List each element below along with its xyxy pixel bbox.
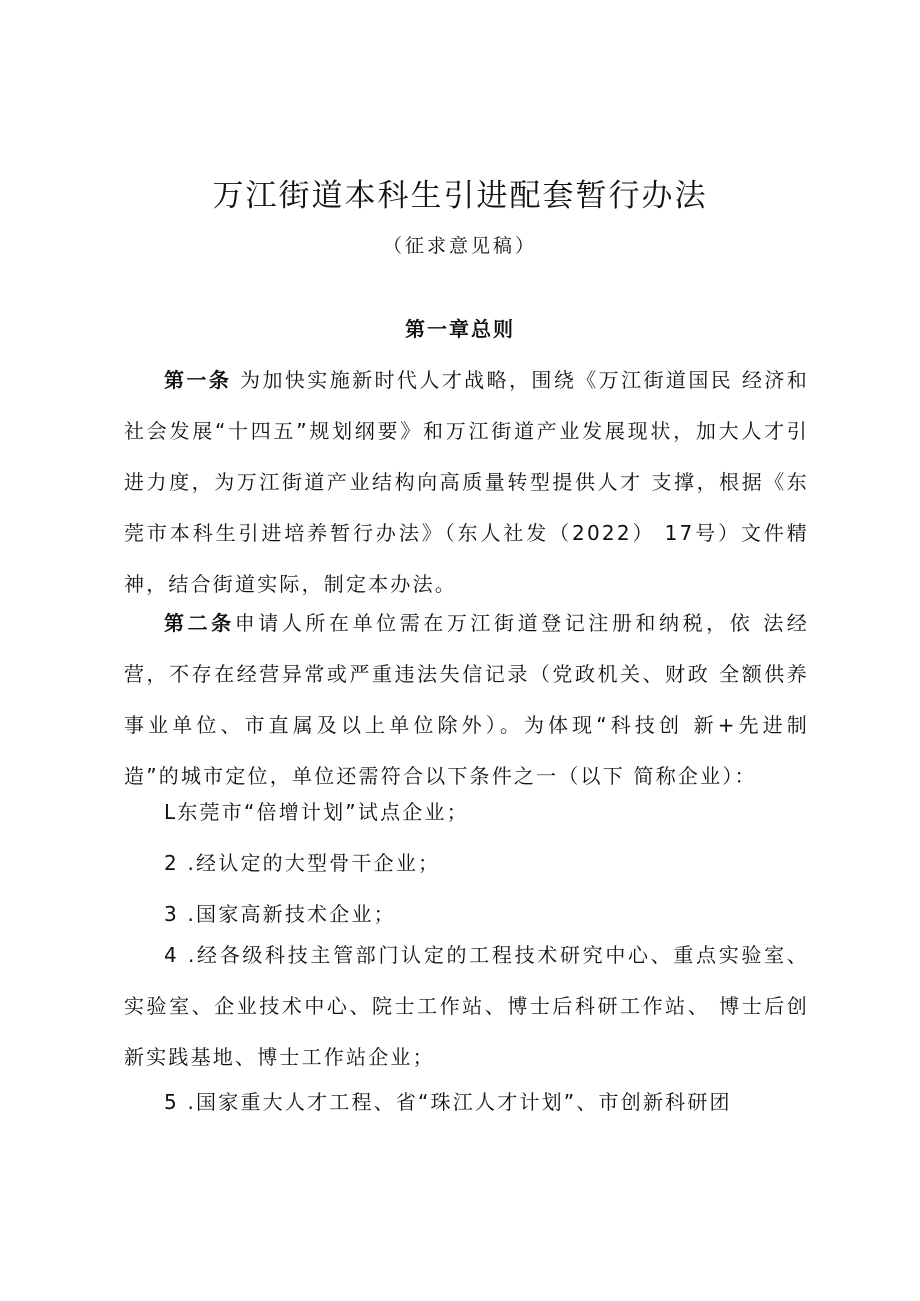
document-title: 万江街道本科生引进配套暂行办法: [212, 178, 708, 214]
article-1-label: 第一条: [164, 368, 232, 392]
condition-item-1: L东莞市“倍增计划”试点企业；: [164, 800, 469, 824]
document-subtitle: （征求意见稿）: [382, 235, 537, 257]
condition-item-2: 2 .经认定的大型骨干企业；: [164, 851, 441, 875]
article-1-text: 为加快实施新时代人才战略，围绕《万江街道国民 经济和社会发展“十四五”规划纲要》和万江街道产业发展现状，加大人才引进力度，为万江街道产业结构向高质量转型提供人才 支撑，根据《东莞市本科生引进培养暂行办法》（东人社发（2022） 17号）文件精神，结合街道实际，制定本办法。: [124, 368, 809, 596]
chapter-heading: 第一章总则: [405, 317, 515, 341]
article-1-paragraph: [124, 355, 809, 610]
condition-item-4: 4 .经各级科技主管部门认定的工程技术研究中心、重点实验室、实验室、企业技术中心、院士工作站、博士后科研工作站、 博士后创新实践基地、博士工作站企业；: [124, 943, 809, 1069]
article-2-label: 第二条: [164, 611, 235, 635]
article-2-text: 申请人所在单位需在万江街道登记注册和纳税，依 法经营，不存在经营异常或严重违法失信记录（党政机关、财政 全额供养事业单位、市直属及以上单位除外）。为体现“科技创 新+先进制造”的城市定位，单位还需符合以下条件之一（以下 简称企业）：: [124, 611, 809, 788]
condition-item-3: 3 .国家高新技术企业；: [164, 902, 396, 926]
article-2-paragraph: [124, 598, 809, 802]
condition-item-5: 5 .国家重大人才工程、省“珠江人才计划”、市创新科研团: [164, 1090, 732, 1114]
